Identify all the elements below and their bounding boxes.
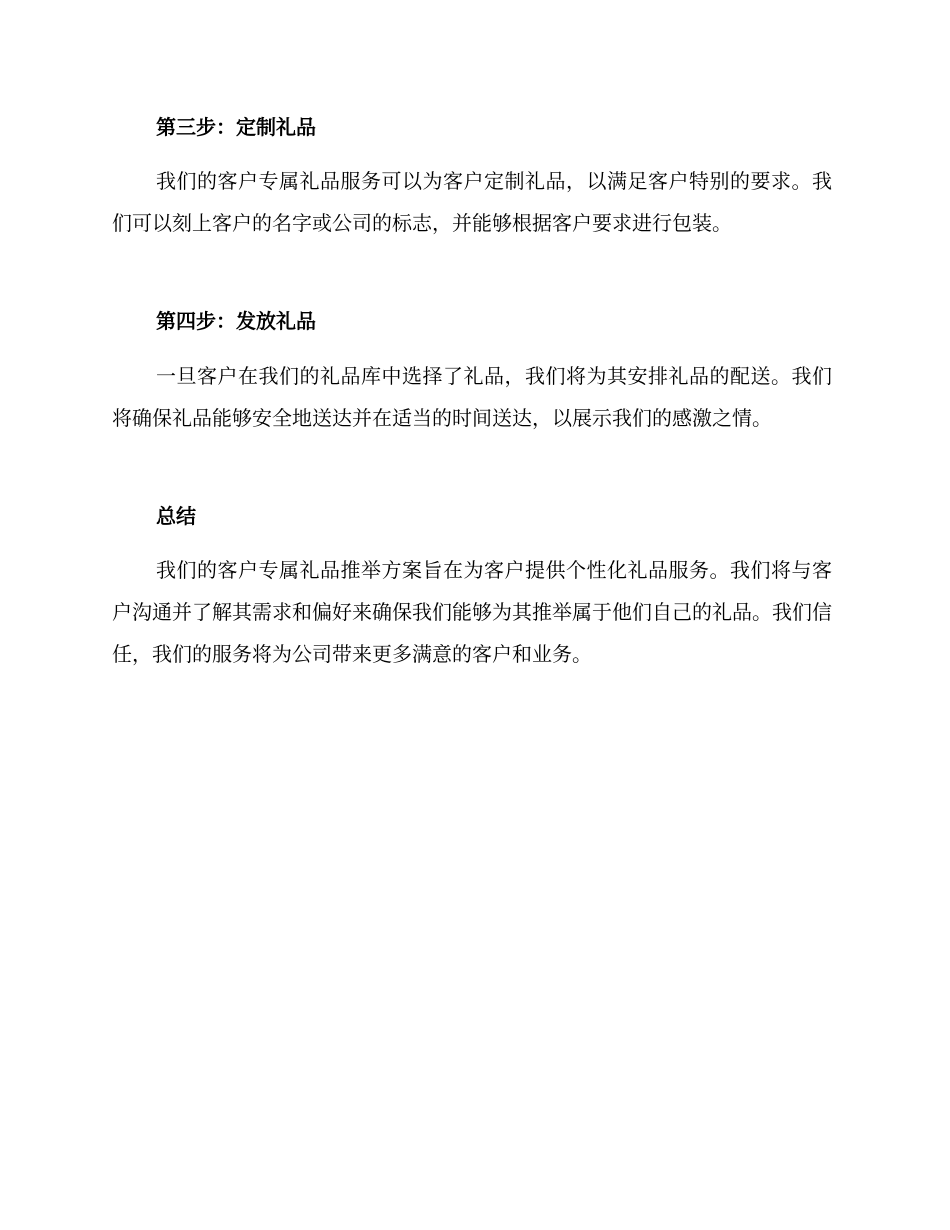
section-paragraph-customize-gift: 我们的客户专属礼品服务可以为客户定制礼品，以满足客户特别的要求。我们可以刻上客户的名字或公司的标志，并能够根据客户要求进行包装。 [112, 169, 832, 235]
section-heading-customize-gift: 第三步：定制礼品 [156, 115, 316, 139]
section-paragraph-summary: 我们的客户专属礼品推举方案旨在为客户提供个性化礼品服务。我们将与客户沟通并了解其需求和偏好来确保我们能够为其推举属于他们自己的礼品。我们信任，我们的服务将为公司带来更多满意的客户和业务。 [112, 558, 832, 666]
section-heading-summary: 总结 [156, 504, 196, 528]
section-paragraph-distribute-gift: 一旦客户在我们的礼品库中选择了礼品，我们将为其安排礼品的配送。我们将确保礼品能够安全地送达并在适当的时间送达，以展示我们的感激之情。 [112, 364, 832, 430]
section-heading-distribute-gift: 第四步：发放礼品 [156, 309, 316, 333]
